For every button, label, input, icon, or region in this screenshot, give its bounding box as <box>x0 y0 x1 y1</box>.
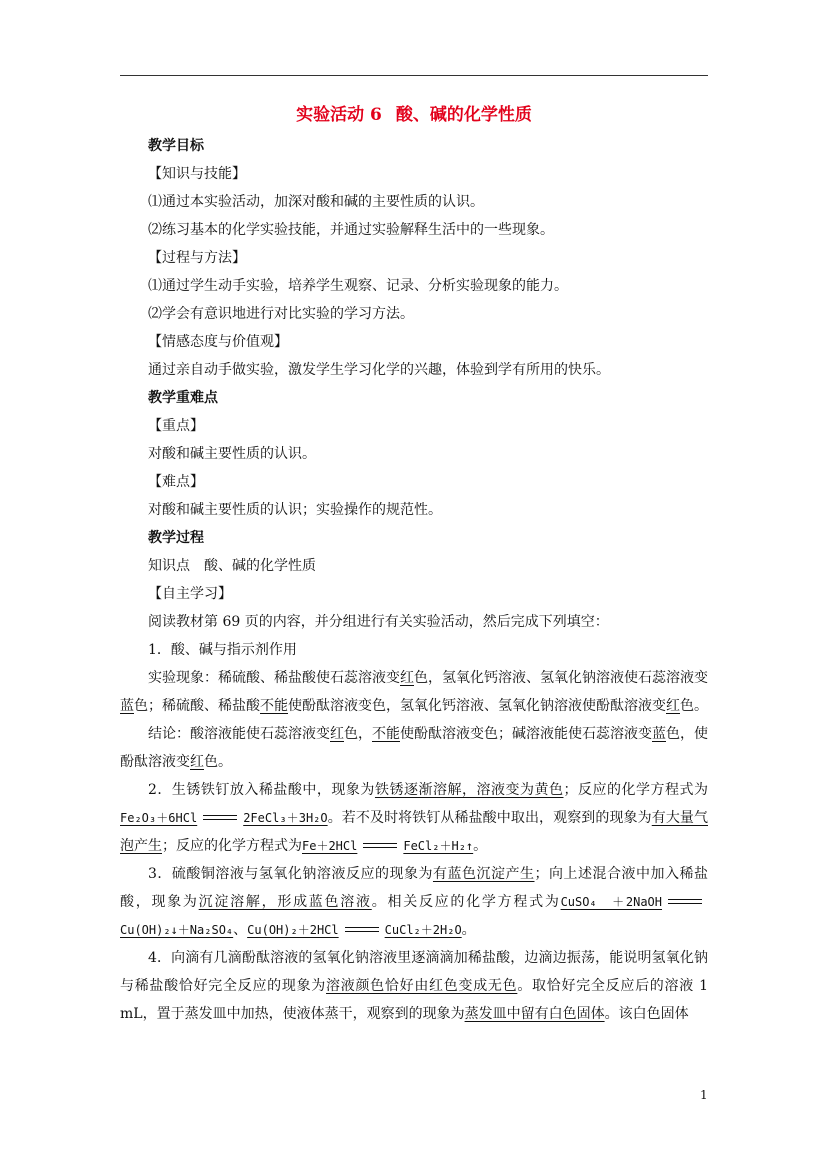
item3-paragraph: 3．硫酸铜溶液与氢氧化钠溶液反应的现象为有蓝色沉淀产生；向上述混合液中加入稀盐酸，现象为沉淀溶解，形成蓝色溶液。相关反应的化学方程式为CuSO₄ ＋2NaOHCu(OH)₂↓＋Na₂SO₄、Cu(OH)₂＋2HCl CuCl₂＋2H₂O。 <box>120 866 709 938</box>
equals-sign <box>363 841 397 851</box>
page-title <box>120 100 708 130</box>
header-rule <box>120 75 708 76</box>
knowledge-point: 知识点 酸、碱的化学性质 <box>148 558 316 574</box>
process-item-2: ⑵学会有意识地进行对比实验的学习方法。 <box>148 306 414 322</box>
knowledge-label: 【知识与技能】 <box>148 166 246 182</box>
self-study-label: 【自主学习】 <box>148 586 232 602</box>
process-label: 【过程与方法】 <box>148 250 246 266</box>
emotion-label: 【情感态度与价值观】 <box>148 334 288 350</box>
equals-sign <box>203 813 237 823</box>
knowledge-item-2: ⑵练习基本的化学实验技能，并通过实验解释生活中的一些现象。 <box>148 222 554 238</box>
emotion-item-1: 通过亲自动手做实验，激发学生学习化学的兴趣，体验到学有所用的快乐。 <box>148 362 610 378</box>
document-body <box>120 100 708 1028</box>
equals-sign <box>668 897 702 907</box>
page-number: 1 <box>700 1088 708 1102</box>
item1-conclusion: 结论：酸溶液能使石蕊溶液变红色，不能使酚酞溶液变色；碱溶液能使石蕊溶液变蓝色，使酚酞溶液变红色。 <box>120 726 708 770</box>
item1-title: 1．酸、碱与指示剂作用 <box>148 642 297 658</box>
self-study-intro: 阅读教材第 69 页的内容，并分组进行有关实验活动，然后完成下列填空： <box>148 614 609 630</box>
knowledge-item-1: ⑴通过本实验活动，加深对酸和碱的主要性质的认识。 <box>148 194 484 210</box>
key-points-heading: 教学重难点 <box>148 390 218 406</box>
process-item-1: ⑴通过学生动手实验，培养学生观察、记录、分析实验现象的能力。 <box>148 278 568 294</box>
difficult-text: 对酸和碱主要性质的认识；实验操作的规范性。 <box>148 502 442 518</box>
title-sub: 酸、碱的化学性质 <box>395 105 532 125</box>
key-label: 【重点】 <box>148 418 204 434</box>
title-main: 实验活动 6 <box>296 105 382 125</box>
goals-heading: 教学目标 <box>148 138 204 154</box>
item2-paragraph: 2．生锈铁钉放入稀盐酸中，现象为铁锈逐渐溶解，溶液变为黄色；反应的化学方程式为Fe₂O₃＋6HCl 2FeCl₃＋3H₂O。若不及时将铁钉从稀盐酸中取出，观察到的现象为有大量气泡产生；反应的化学方程式为Fe＋2HCl FeCl₂＋H₂↑。 <box>120 782 709 854</box>
equals-sign <box>345 925 379 935</box>
item1-observation: 实验现象：稀硫酸、稀盐酸使石蕊溶液变红色，氢氧化钙溶液、氢氧化钠溶液使石蕊溶液变蓝色；稀硫酸、稀盐酸不能使酚酞溶液变色，氢氧化钙溶液、氢氧化钠溶液使酚酞溶液变红色。 <box>120 670 708 714</box>
item4-paragraph: 4．向滴有几滴酚酞溶液的氢氧化钠溶液里逐滴滴加稀盐酸，边滴边振荡，能说明氢氧化钠与稀盐酸恰好完全反应的现象为溶液颜色恰好由红色变成无色。取恰好完全反应后的溶液 1 mL，置于蒸发皿中加热，使液体蒸干，观察到的现象为蒸发皿中留有白色固体。该白色固体 <box>120 950 709 1022</box>
key-text: 对酸和碱主要性质的认识。 <box>148 446 316 462</box>
difficult-label: 【难点】 <box>148 474 204 490</box>
process-heading: 教学过程 <box>148 530 204 546</box>
